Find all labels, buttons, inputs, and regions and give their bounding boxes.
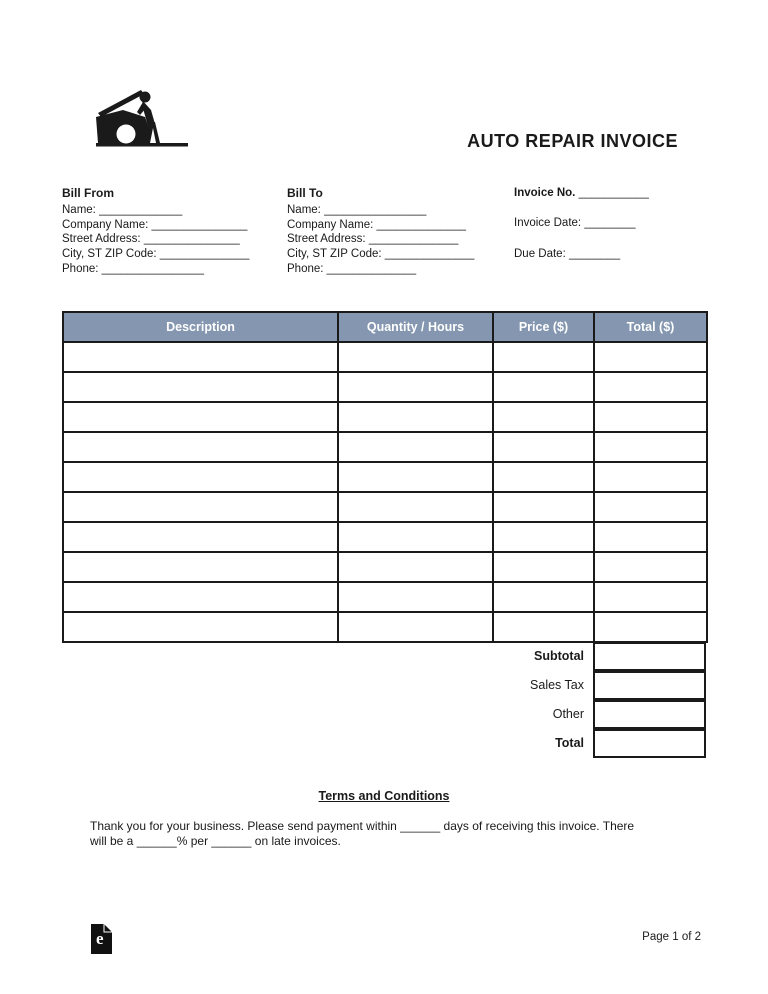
item-cell[interactable] [594, 552, 707, 582]
item-cell[interactable] [338, 402, 493, 432]
item-cell[interactable] [594, 462, 707, 492]
item-cell[interactable] [63, 402, 338, 432]
item-cell[interactable] [63, 492, 338, 522]
field-label: Street Address: [62, 233, 141, 246]
item-cell[interactable] [594, 582, 707, 612]
item-cell[interactable] [63, 372, 338, 402]
item-row [63, 402, 707, 432]
field-label: City, ST ZIP Code: [62, 248, 157, 261]
item-cell[interactable] [63, 582, 338, 612]
item-row [63, 612, 707, 642]
terms-line-2: will be a ______% per ______ on late invoices. [90, 833, 341, 848]
sales-tax-value-box[interactable] [593, 671, 706, 700]
item-cell[interactable] [338, 522, 493, 552]
bill-to-phone-field [287, 262, 514, 277]
bill-to-name-field [287, 203, 514, 218]
fill-in-line[interactable]: ___________ [578, 187, 649, 199]
car-mechanic-icon [95, 86, 190, 152]
field-label: Name: [62, 203, 96, 216]
item-cell[interactable] [338, 582, 493, 612]
fill-in-line[interactable]: ______________ [376, 218, 467, 231]
item-cell[interactable] [63, 432, 338, 462]
item-cell[interactable] [338, 342, 493, 372]
bill-to-heading: Bill To [287, 186, 323, 200]
terms-heading: Terms and Conditions [318, 789, 450, 803]
bill-from-phone-field [62, 262, 287, 277]
item-row [63, 342, 707, 372]
column-header-total: Total ($) [594, 312, 707, 342]
bill-from-city-field [62, 247, 287, 262]
subtotal-value-box[interactable] [593, 642, 706, 671]
item-cell[interactable] [493, 402, 594, 432]
other-value-box[interactable] [593, 700, 706, 729]
total-label: Total [555, 736, 584, 750]
item-cell[interactable] [338, 432, 493, 462]
item-cell[interactable] [63, 552, 338, 582]
item-cell[interactable] [63, 522, 338, 552]
item-cell[interactable] [493, 612, 594, 642]
item-row [63, 522, 707, 552]
items-table-body [63, 342, 707, 642]
line-items-table [62, 311, 708, 643]
total-value-box[interactable] [593, 729, 706, 758]
field-label: Company Name: [287, 218, 374, 231]
sales-tax-row [62, 671, 706, 700]
item-cell[interactable] [338, 462, 493, 492]
sales-tax-label: Sales Tax [530, 678, 584, 692]
due-date-field [514, 247, 708, 262]
item-cell[interactable] [493, 342, 594, 372]
invoice-meta-section [514, 186, 708, 277]
item-cell[interactable] [493, 522, 594, 552]
column-header-quantity-hours: Quantity / Hours [338, 312, 493, 342]
fill-in-line[interactable]: _______________ [143, 233, 240, 246]
fill-in-line[interactable]: ________________ [324, 203, 427, 216]
fill-in-line[interactable]: ________ [584, 217, 636, 230]
field-label: Company Name: [62, 218, 149, 231]
fill-in-line[interactable]: ______________ [326, 262, 417, 275]
item-row [63, 432, 707, 462]
invoice-date-label: Invoice Date: [514, 217, 582, 230]
column-header-description: Description [63, 312, 338, 342]
item-cell[interactable] [63, 462, 338, 492]
item-cell[interactable] [594, 522, 707, 552]
item-cell[interactable] [594, 492, 707, 522]
bill-to-street-field [287, 232, 514, 247]
eforms-logo [90, 923, 113, 955]
bill-to-section [287, 186, 514, 277]
terms-line-1: Thank you for your business. Please send payment within ______ days of receiving this invoice. There [90, 819, 635, 833]
total-row [62, 729, 706, 758]
bill-from-company-field [62, 218, 287, 233]
field-label: Phone: [62, 262, 99, 275]
field-label: Street Address: [287, 233, 366, 246]
invoice-number-label: Invoice No. [514, 187, 576, 199]
invoice-date-field [514, 216, 708, 231]
item-cell[interactable] [594, 342, 707, 372]
item-row [63, 372, 707, 402]
item-cell[interactable] [338, 552, 493, 582]
item-cell[interactable] [63, 612, 338, 642]
other-row [62, 700, 706, 729]
terms-text [90, 819, 670, 848]
item-cell[interactable] [594, 372, 707, 402]
fill-in-line[interactable]: ______________ [384, 248, 475, 261]
page-title: AUTO REPAIR INVOICE [467, 131, 678, 151]
bill-from-heading: Bill From [62, 186, 115, 200]
item-cell[interactable] [594, 432, 707, 462]
bill-from-name-field [62, 203, 287, 218]
fill-in-line[interactable]: ______________ [159, 248, 250, 261]
fill-in-line[interactable]: ________ [568, 247, 621, 260]
item-row [63, 462, 707, 492]
item-cell[interactable] [493, 552, 594, 582]
svg-text:e: e [96, 929, 104, 948]
due-date-label: Due Date: [514, 247, 566, 260]
fill-in-line[interactable]: _______________ [151, 218, 248, 231]
bill-from-section [62, 186, 287, 277]
info-section [62, 186, 708, 277]
item-cell[interactable] [493, 582, 594, 612]
other-label: Other [552, 707, 584, 721]
bill-to-company-field [287, 218, 514, 233]
field-label: Phone: [287, 262, 324, 275]
item-cell[interactable] [594, 612, 707, 642]
bill-from-street-field [62, 232, 287, 247]
invoice-number-field [514, 186, 708, 201]
field-label: Name: [287, 203, 321, 216]
item-cell[interactable] [493, 372, 594, 402]
fill-in-line[interactable]: ________________ [101, 262, 204, 275]
item-cell[interactable] [338, 492, 493, 522]
fill-in-line[interactable]: ______________ [368, 233, 459, 246]
item-cell[interactable] [338, 372, 493, 402]
totals-summary [62, 642, 706, 758]
subtotal-row [62, 642, 706, 671]
page-indicator: Page 1 of 2 [642, 931, 701, 943]
table-header-row [63, 312, 707, 342]
item-cell[interactable] [493, 492, 594, 522]
item-cell[interactable] [594, 402, 707, 432]
column-header-price: Price ($) [493, 312, 594, 342]
item-cell[interactable] [63, 342, 338, 372]
fill-in-line[interactable]: _____________ [99, 203, 183, 216]
item-row [63, 582, 707, 612]
subtotal-label: Subtotal [534, 649, 584, 663]
item-row [63, 552, 707, 582]
item-cell[interactable] [338, 612, 493, 642]
item-row [63, 492, 707, 522]
item-cell[interactable] [493, 462, 594, 492]
bill-to-city-field [287, 247, 514, 262]
field-label: City, ST ZIP Code: [287, 248, 382, 261]
item-cell[interactable] [493, 432, 594, 462]
